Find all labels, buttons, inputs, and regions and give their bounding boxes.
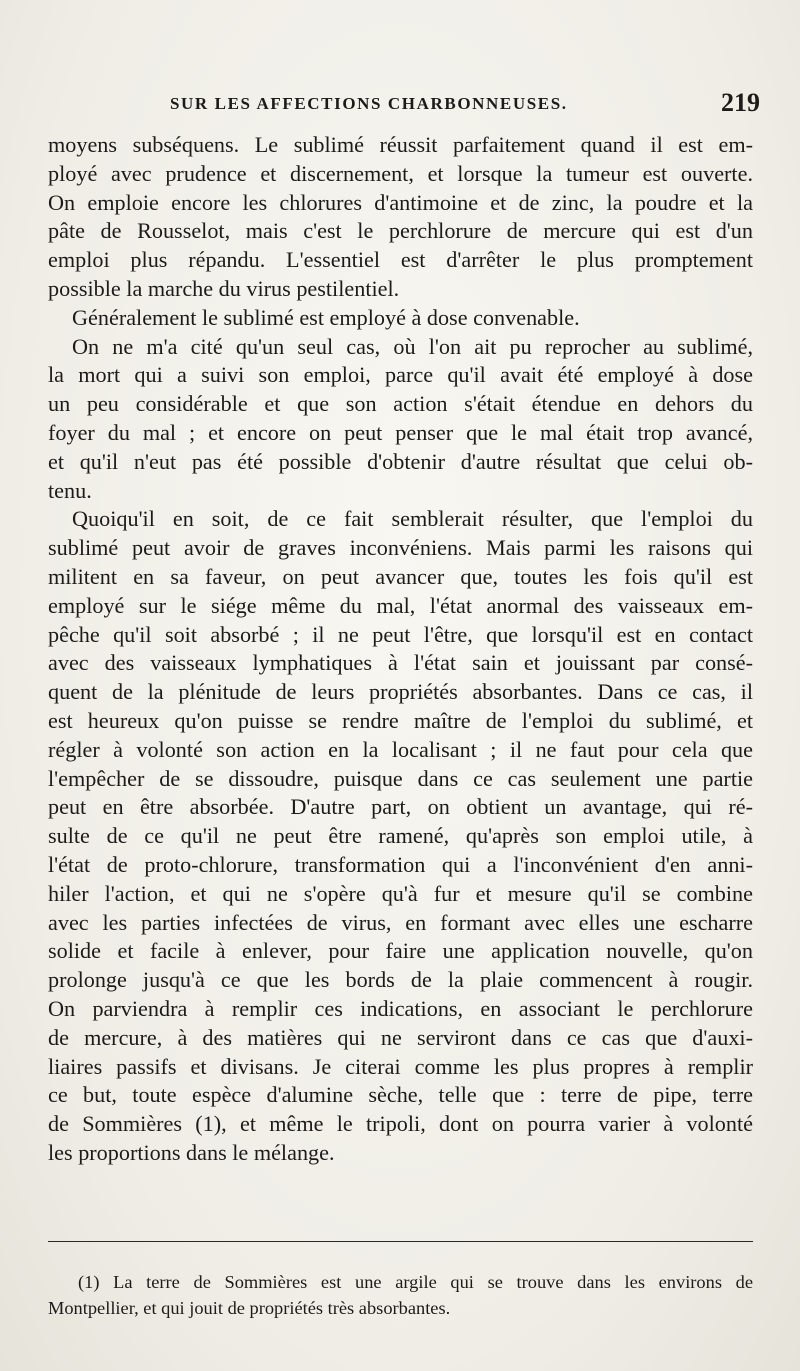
text-line: avec des vaisseaux lymphatiques à l'état sain et jouissant par consé-	[48, 650, 753, 676]
text-line: foyer du mal ; et encore on peut penser que le mal était trop avancé,	[48, 419, 753, 445]
paragraph-start: Généralement le sublimé est employé à dose convenable.	[72, 304, 580, 330]
text-line: l'empêcher de se dissoudre, puisque dans ce cas seulement une partie	[48, 765, 753, 791]
page-header	[48, 88, 766, 124]
footnote-line: Montpellier, et qui jouit de propriétés très absorbantes.	[48, 1297, 451, 1318]
text-line: avec les parties infectées de virus, en formant avec elles une escharre	[48, 909, 753, 935]
text-line: solide et facile à enlever, pour faire une application nouvelle, qu'on	[48, 938, 753, 964]
footnote	[48, 1270, 753, 1321]
text-line: la mort qui a suivi son emploi, parce qu'il avait été employé à dose	[48, 362, 753, 388]
footnote-separator	[48, 1241, 753, 1242]
text-line: On emploie encore les chlorures d'antimoine et de zinc, la poudre et la	[48, 189, 753, 215]
text-line: de Sommières (1), et même le tripoli, dont on pourra varier à volonté	[48, 1111, 753, 1137]
text-line: sublimé peut avoir de graves inconvéniens. Mais parmi les raisons qui	[48, 535, 753, 561]
text-line: ce but, toute espèce d'alumine sèche, telle que : terre de pipe, terre	[48, 1082, 753, 1108]
running-title: SUR LES AFFECTIONS CHARBONNEUSES.	[170, 94, 568, 113]
text-line: quent de la plénitude de leurs propriétés absorbantes. Dans ce cas, il	[48, 679, 753, 705]
text-line: pâte de Rousselot, mais c'est le perchlorure de mercure qui est d'un	[48, 218, 753, 244]
paragraph-start: Quoiqu'il en soit, de ce fait semblerait résulter, que l'emploi du	[72, 506, 753, 532]
text-line: l'état de proto-chlorure, transformation qui a l'inconvénient d'en anni-	[48, 851, 753, 877]
footnote-line: (1) La terre de Sommières est une argile qui se trouve dans les environs de	[78, 1272, 753, 1292]
text-line: sulte de ce qu'il ne peut être ramené, qu'après son emploi utile, à	[48, 823, 753, 849]
text-line: ployé avec prudence et discernement, et lorsque la tumeur est ouverte.	[48, 160, 753, 186]
page-number: 219	[721, 88, 760, 117]
text-line: employé sur le siége même du mal, l'état anormal des vaisseaux em-	[48, 592, 753, 618]
text-line: peut en être absorbée. D'autre part, on obtient un avantage, qui ré-	[48, 794, 753, 820]
text-line: hiler l'action, et qui ne s'opère qu'à fur et mesure qu'il se combine	[48, 880, 753, 906]
text-line: On parviendra à remplir ces indications, en associant le perchlorure	[48, 995, 753, 1021]
paragraph-start: On ne m'a cité qu'un seul cas, où l'on ait pu reprocher au sublimé,	[72, 333, 753, 359]
text-line: liaires passifs et divisans. Je citerai comme les plus propres à remplir	[48, 1053, 753, 1079]
text-line: pêche qu'il soit absorbé ; il ne peut l'être, que lorsqu'il est en contact	[48, 621, 753, 647]
text-line: moyens subséquens. Le sublimé réussit parfaitement quand il est em-	[48, 132, 753, 157]
text-line: les proportions dans le mélange.	[48, 1139, 335, 1165]
text-line: prolonge jusqu'à ce que les bords de la plaie commencent à rougir.	[48, 967, 753, 993]
text-line: un peu considérable et que son action s'était étendue en dehors du	[48, 391, 753, 417]
text-line: emploi plus répandu. L'essentiel est d'arrêter le plus promptement	[48, 247, 753, 273]
text-line: et qu'il n'eut pas été possible d'obtenir d'autre résultat que celui ob-	[48, 448, 753, 474]
text-line: possible la marche du virus pestilentiel.	[48, 275, 400, 301]
text-line: régler à volonté son action en la localisant ; il ne faut pour cela que	[48, 736, 753, 762]
body-text	[48, 131, 753, 1168]
text-line: militent en sa faveur, on peut avancer que, toutes les fois qu'il est	[48, 563, 753, 589]
text-line: de mercure, à des matières qui ne serviront dans ce cas que d'auxi-	[48, 1024, 753, 1050]
text-line: tenu.	[48, 477, 92, 503]
text-line: est heureux qu'on puisse se rendre maître de l'emploi du sublimé, et	[48, 707, 753, 733]
